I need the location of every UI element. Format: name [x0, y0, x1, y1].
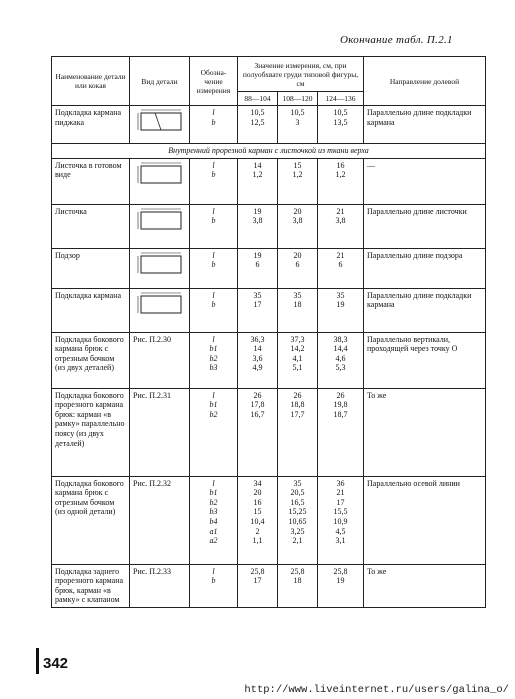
cell-value: 6 [295, 260, 300, 270]
table-row [52, 332, 486, 388]
detail-sketch [135, 291, 185, 317]
cell-value: 36,3 [250, 334, 265, 344]
cell-value: 3 [295, 117, 300, 127]
detail-sketch [135, 251, 185, 277]
cell-value: 20 [253, 488, 262, 498]
cell-value: 10,9 [333, 516, 348, 526]
cell-value: b [211, 170, 216, 180]
page-number-bar [36, 648, 39, 674]
cell-value: b3 [209, 363, 218, 373]
cell-value: l [212, 334, 215, 344]
table-row [52, 106, 486, 144]
cell-value: l [212, 206, 215, 216]
cell-value: 16 [253, 497, 262, 507]
cell-value: l [212, 250, 215, 260]
cell-value: 13,5 [333, 117, 348, 127]
sketch-outline [141, 113, 181, 130]
sketch-outline [141, 166, 181, 183]
detail-sketch [135, 207, 185, 233]
table-continuation-header: Окончание табл. П.2.1 [340, 34, 453, 46]
cell-value: l [212, 390, 215, 400]
cell-value: b [211, 260, 216, 270]
cell-value: 35 [293, 290, 302, 300]
cell-value: 2 [255, 526, 260, 536]
section-title: Внутренний прорезной карман с листочкой из ткани верха [52, 144, 486, 159]
cell-value: 35 [336, 290, 345, 300]
cell-value: 3,1 [335, 536, 346, 546]
grain-direction: Параллельно длине листочки [364, 204, 486, 248]
cell-value: 15 [293, 160, 302, 170]
col-header-name: Наименование детали или кокая [52, 57, 130, 106]
cell-value: 14,4 [333, 344, 348, 354]
cell-value: 19 [253, 250, 262, 260]
figure-reference: Рис. П.2.32 [133, 478, 172, 488]
detail-name: Подкладка бокового кармана брюк с отрезным бочком (из одной детали) [52, 476, 130, 564]
cell-value: 16 [336, 160, 345, 170]
section-row [52, 144, 486, 159]
cell-value: 3,8 [292, 216, 303, 226]
col-header-symbol: Обозна-чение измерения [190, 57, 238, 106]
cell-value: 17,8 [250, 400, 265, 410]
cell-value: 15,5 [333, 507, 348, 517]
sketch-outline [141, 256, 181, 273]
sketch-outline [141, 212, 181, 229]
cell-value: 37,3 [290, 334, 305, 344]
col-header-view: Вид детали [130, 57, 190, 106]
cell-value: 19 [336, 300, 345, 310]
detail-name: Подкладка бокового прорезного кармана брюк: карман «в рамку» параллельно поясу (из двух деталей) [52, 388, 130, 476]
cell-value: 19 [336, 576, 345, 586]
cell-value: 4,5 [335, 526, 346, 536]
grain-direction: То же [364, 564, 486, 607]
cell-value: 25,8 [333, 566, 348, 576]
detail-sketch [135, 161, 185, 187]
cell-value: 10,5 [290, 108, 305, 117]
cell-value: 36 [336, 478, 345, 488]
cell-value: 2,1 [292, 536, 303, 546]
cell-value: 35 [293, 478, 302, 488]
cell-value: 3,6 [252, 353, 263, 363]
cell-value: 26 [293, 390, 302, 400]
cell-value: 10,5 [333, 108, 348, 117]
cell-value: 16,7 [250, 409, 265, 419]
cell-value: 21 [336, 206, 345, 216]
detail-name: Подкладка кармана [52, 288, 130, 332]
page-number: 342 [43, 655, 69, 672]
cell-value: 19,8 [333, 400, 348, 410]
cell-value: 21 [336, 488, 345, 498]
cell-value: 18 [293, 300, 302, 310]
table-row [52, 288, 486, 332]
cell-value: b1 [209, 400, 218, 410]
table-row [52, 388, 486, 476]
cell-value: 1,2 [252, 170, 263, 180]
cell-value: 4,1 [292, 353, 303, 363]
cell-value: l [212, 108, 215, 117]
detail-name: Подзор [52, 248, 130, 288]
table-row [52, 248, 486, 288]
source-watermark: http://www.liveinternet.ru/users/galina_o/ [244, 684, 509, 696]
cell-value: 14,2 [290, 344, 305, 354]
cell-value: 5,3 [335, 363, 346, 373]
cell-value: 18,8 [290, 400, 305, 410]
cell-value: b2 [209, 497, 218, 507]
cell-value: b1 [209, 488, 218, 498]
cell-value: 26 [253, 390, 262, 400]
detail-name: Подкладка кармана пиджака [52, 106, 130, 144]
cell-value: 19 [253, 206, 262, 216]
col-header-range-2: 108—120 [278, 92, 318, 106]
cell-value: 1,1 [252, 536, 263, 546]
cell-value: 3,25 [290, 526, 305, 536]
detail-name: Листочка в готовом виде [52, 158, 130, 204]
cell-value: b2 [209, 353, 218, 363]
cell-value: b [211, 576, 216, 586]
sketch-fold-line [155, 113, 161, 130]
cell-value: 14 [253, 344, 262, 354]
grain-direction: Параллельно вертикали, проходящей через точку О [364, 332, 486, 388]
detail-sketch [135, 108, 185, 134]
grain-direction: Параллельно длине подзора [364, 248, 486, 288]
figure-reference: Рис. П.2.33 [133, 566, 172, 576]
cell-value: 5,1 [292, 363, 303, 373]
cell-value: a1 [209, 526, 218, 536]
col-header-direction: Направление долевой [364, 57, 486, 106]
cell-value: l [212, 290, 215, 300]
cell-value: b [211, 300, 216, 310]
cell-value: b2 [209, 409, 218, 419]
grain-direction: Параллельно осевой линии [364, 476, 486, 564]
col-header-values: Значение измерения, см, при полуобхвате груди типовой фигуры, см [238, 57, 364, 92]
cell-value: 12,5 [250, 117, 265, 127]
table-row [52, 476, 486, 564]
cell-value: l [212, 478, 215, 488]
table-row [52, 564, 486, 607]
cell-value: 4,9 [252, 363, 263, 373]
cell-value: 3,8 [335, 216, 346, 226]
cell-value: 1,2 [292, 170, 303, 180]
cell-value: b [211, 117, 216, 127]
cell-value: 25,8 [250, 566, 265, 576]
cell-value: 17 [253, 576, 262, 586]
cell-value: 1,2 [335, 170, 346, 180]
cell-value: 18,7 [333, 409, 348, 419]
detail-name: Подкладка заднего прорезного кармана брюк, карман «в рамку» с клапаном [52, 564, 130, 607]
grain-direction: — [364, 158, 486, 204]
cell-value: 10,4 [250, 516, 265, 526]
cell-value: 25,8 [290, 566, 305, 576]
cell-value: 6 [338, 260, 343, 270]
figure-reference: Рис. П.2.31 [133, 390, 172, 400]
cell-value: 17,7 [290, 409, 305, 419]
detail-name: Подкладка бокового кармана брюк с отрезным бочком (из двух деталей) [52, 332, 130, 388]
cell-value: l [212, 566, 215, 576]
cell-value: 18 [293, 576, 302, 586]
grain-direction: То же [364, 388, 486, 476]
cell-value: 20 [293, 206, 302, 216]
cell-value: 17 [253, 300, 262, 310]
cell-value: 38,3 [333, 334, 348, 344]
cell-value: 16,5 [290, 497, 305, 507]
cell-value: 17 [336, 497, 345, 507]
cell-value: a2 [209, 536, 218, 546]
cell-value: 20,5 [290, 488, 305, 498]
cell-value: 26 [336, 390, 345, 400]
col-header-range-1: 88—104 [238, 92, 278, 106]
cell-value: 20 [293, 250, 302, 260]
measurements-table [51, 56, 486, 608]
detail-name: Листочка [52, 204, 130, 248]
cell-value: b1 [209, 344, 218, 354]
cell-value: l [212, 160, 215, 170]
table-row [52, 158, 486, 204]
cell-value: 6 [255, 260, 260, 270]
table-row [52, 204, 486, 248]
col-header-range-3: 124—136 [318, 92, 364, 106]
cell-value: 15,25 [288, 507, 307, 517]
cell-value: b [211, 216, 216, 226]
cell-value: 4,6 [335, 353, 346, 363]
cell-value: 15 [253, 507, 262, 517]
sketch-outline [141, 296, 181, 313]
figure-reference: Рис. П.2.30 [133, 334, 172, 344]
cell-value: 34 [253, 478, 262, 488]
cell-value: 14 [253, 160, 262, 170]
cell-value: b4 [209, 516, 218, 526]
grain-direction: Параллельно длине подкладки кармана [364, 288, 486, 332]
cell-value: 21 [336, 250, 345, 260]
cell-value: b3 [209, 507, 218, 517]
cell-value: 10,65 [288, 516, 307, 526]
cell-value: 35 [253, 290, 262, 300]
cell-value: 3,8 [252, 216, 263, 226]
grain-direction: Параллельно длине подкладки кармана [364, 106, 486, 144]
cell-value: 10,5 [250, 108, 265, 117]
